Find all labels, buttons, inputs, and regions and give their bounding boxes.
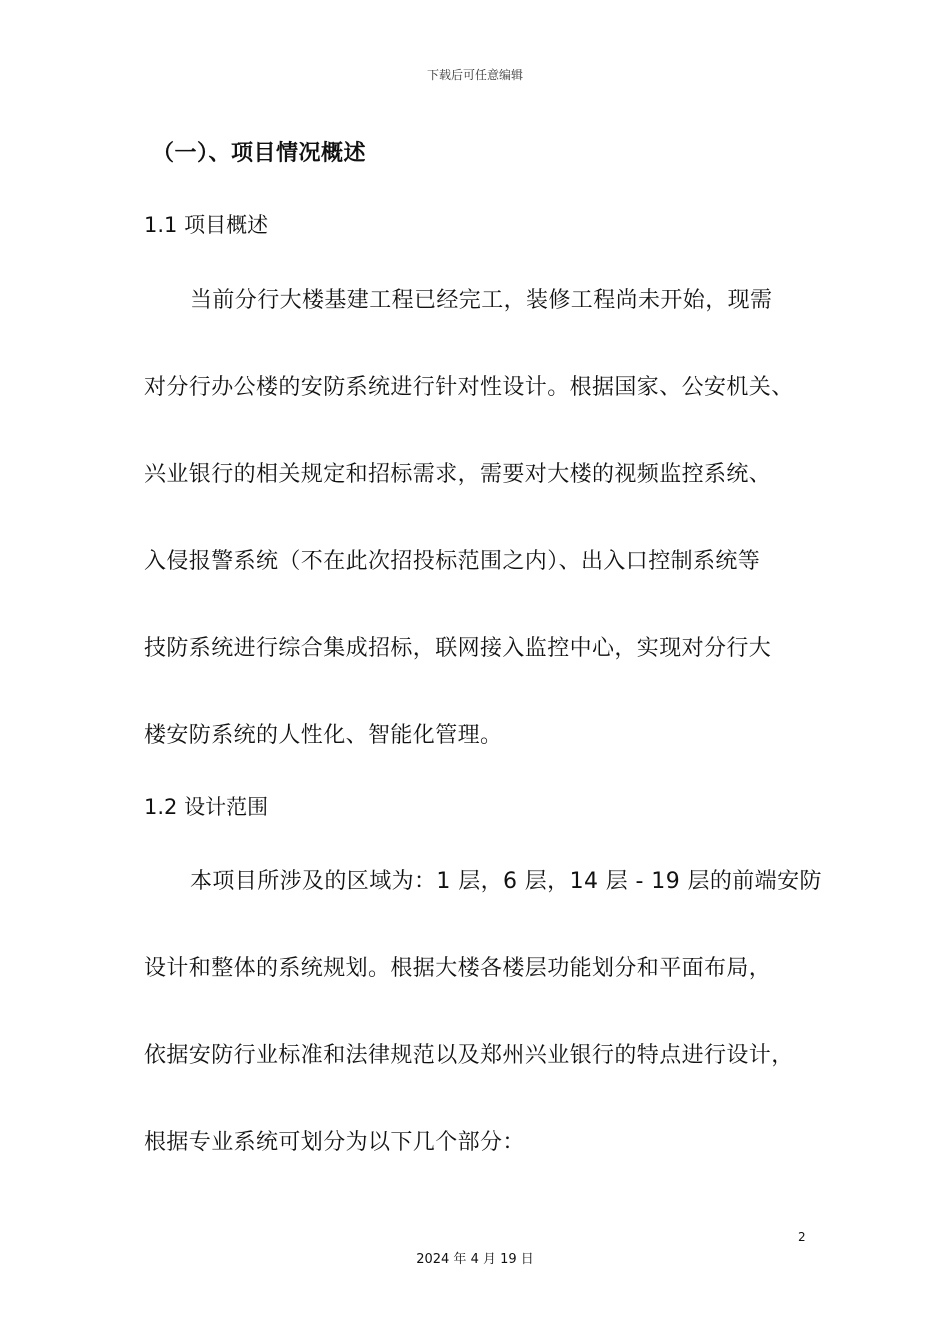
paragraph-line: 依据安防行业标准和法律规范以及郑州兴业银行的特点进行设计，: [144, 1043, 794, 1068]
subsection-heading-2: 1.2 设计范围: [144, 795, 269, 819]
paragraph-line: 对分行办公楼的安防系统进行针对性设计。根据国家、公安机关、: [144, 375, 794, 400]
footer-date: 2024 年 4 月 19 日: [416, 1252, 534, 1267]
paragraph-line: 兴业银行的相关规定和招标需求，需要对大楼的视频监控系统、: [144, 462, 772, 487]
paragraph-line: 本项目所涉及的区域为：1 层，6 层，14 层 - 19 层的前端安防: [190, 869, 822, 894]
section-title: （一）、项目情况概述: [152, 141, 367, 166]
page-number: 2: [798, 1230, 806, 1244]
paragraph-line: 技防系统进行综合集成招标，联网接入监控中心，实现对分行大: [144, 636, 772, 661]
paragraph-line: 楼安防系统的人性化、智能化管理。: [144, 723, 503, 748]
paragraph-line: 入侵报警系统（不在此次招投标范围之内）、出入口控制系统等: [144, 549, 761, 574]
paragraph-line: 根据专业系统可划分为以下几个部分：: [144, 1130, 525, 1155]
subsection-heading-1: 1.1 项目概述: [144, 213, 269, 237]
paragraph-line: 设计和整体的系统规划。根据大楼各楼层功能划分和平面布局，: [144, 956, 772, 981]
paragraph-line: 当前分行大楼基建工程已经完工，装修工程尚未开始，现需: [190, 288, 773, 313]
header-note: 下载后可任意编辑: [426, 68, 523, 82]
